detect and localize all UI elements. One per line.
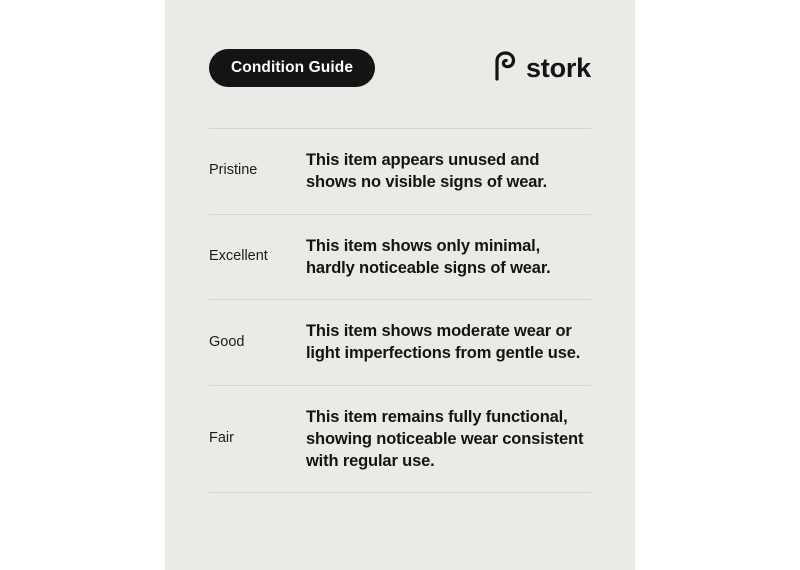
table-row (209, 299, 591, 385)
card-header (209, 46, 591, 90)
condition-description: This item shows only minimal, hardly noticeable signs of wear. (306, 236, 551, 277)
condition-label: Excellent (209, 248, 268, 265)
stork-logo-icon (492, 51, 518, 86)
condition-description: This item remains fully functional, showing noticeable wear consistent with regular use. (306, 407, 584, 471)
condition-guide-badge: Condition Guide (209, 49, 375, 87)
brand-name: stork (525, 52, 591, 83)
condition-label: Pristine (209, 162, 258, 179)
condition-guide-card (165, 0, 635, 570)
table-row (209, 214, 591, 300)
condition-description: This item shows moderate wear or light imperfections from gentle use. (306, 322, 581, 363)
table-row (209, 385, 591, 494)
condition-label: Good (209, 333, 245, 350)
card-content (165, 0, 635, 570)
condition-label: Fair (209, 430, 234, 447)
brand-lockup (492, 51, 591, 86)
condition-description: This item appears unused and shows no visible signs of wear. (306, 151, 548, 192)
table-row (209, 128, 591, 214)
condition-table (209, 128, 591, 493)
